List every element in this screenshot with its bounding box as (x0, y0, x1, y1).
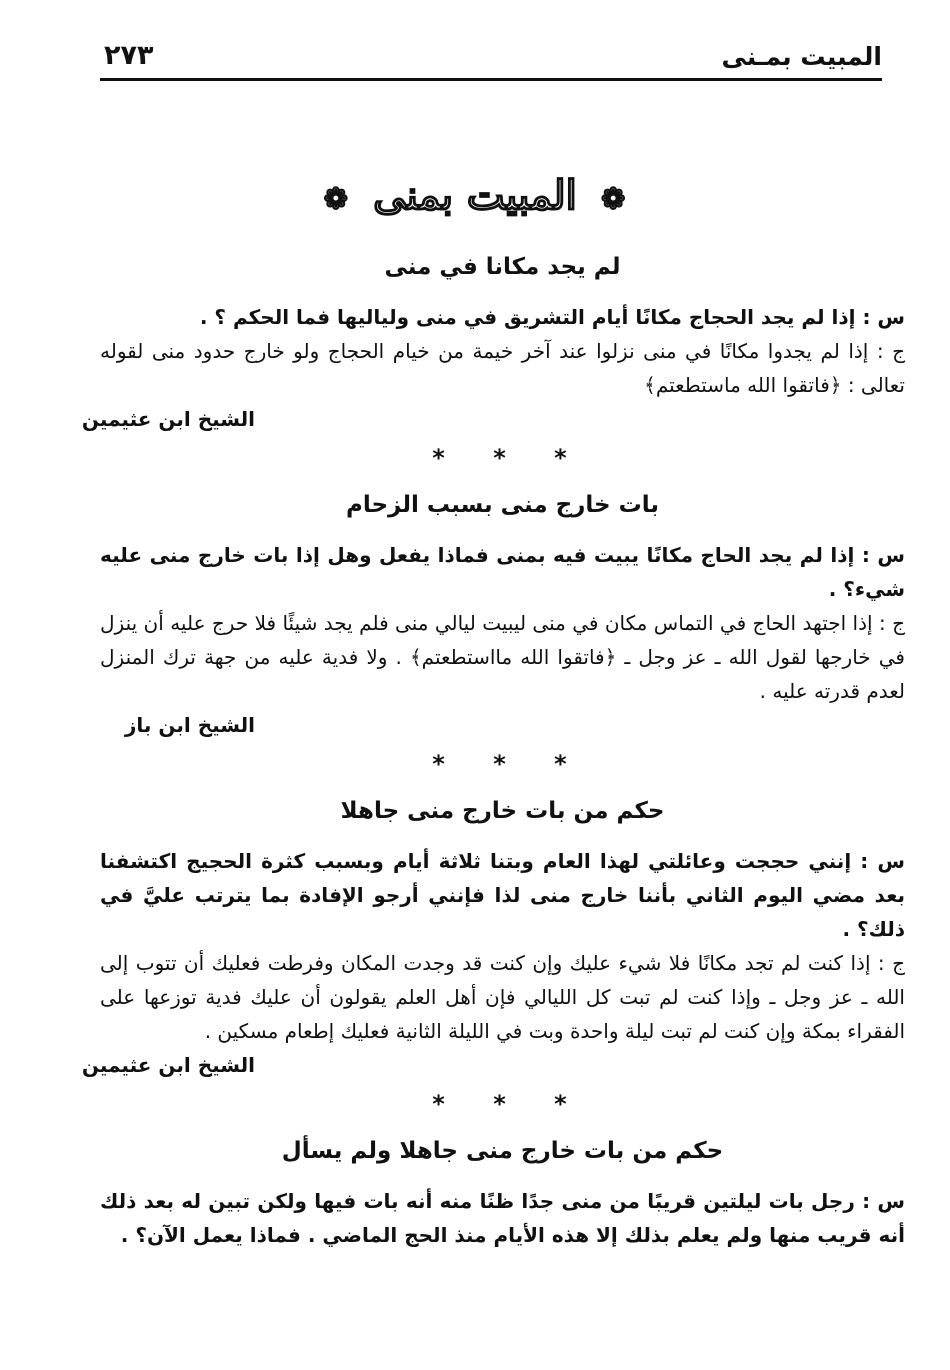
section-separator (100, 742, 905, 786)
separator-star-icon: * (554, 1090, 573, 1118)
ornament-icon: ❁ (600, 181, 627, 217)
separator-star-icon: * (493, 750, 512, 778)
fatwa-signature: الشيخ ابن عثيمين (81, 407, 255, 431)
answer-text: ج : إذا اجتهد الحاج في التماس مكان في منى ليبيت ليالي منى فلم يجد شيئًا فلا حرج عليه أن ينزل في خارجها لقول الله ـ عز وجل ـ ﴿فاتقوا الله مااستطعتم﴾ . ولا فدية عليه من جهة ترك المنزل لعدم قدرته عليه . (100, 611, 905, 703)
section-heading: لم يجد مكانا في منى (384, 254, 621, 280)
fatwa-signature: الشيخ ابن عثيمين (81, 1053, 255, 1077)
separator-star-icon: * (493, 444, 512, 472)
separator-star-icon: * (432, 1090, 451, 1118)
page-number: ٢٧٣ (104, 40, 154, 71)
section-heading: بات خارج منى بسبب الزحام (345, 492, 659, 518)
section-separator (100, 1082, 905, 1126)
answer-text: ج : إذا كنت لم تجد مكانًا فلا شيء عليك وإن كنت قد وجدت المكان وفرطت فعليك أن تتوب إلى الله ـ عز وجل ـ وإذا كنت لم تبت كل الليالي فإن أهل العلم يقولون أن عليك فدية توزعها على الفقراء بمكة وإن كنت لم تبت ليلة واحدة وبت في الليلة الثانية فعليك إطعام مسكين . (100, 951, 905, 1043)
separator-star-icon: * (432, 750, 451, 778)
page-content (81, 250, 905, 1252)
separator-star-icon: * (493, 1090, 512, 1118)
chapter-title (0, 172, 950, 219)
question-text: س : إذا لم يجد الحاج مكانًا يبيت فيه بمنى فماذا يفعل وهل إذا بات خارج منى عليه شيء؟ . (100, 543, 905, 601)
separator-star-icon: * (554, 444, 573, 472)
running-header (100, 38, 882, 81)
separator-star-icon: * (554, 750, 573, 778)
question-text: س : إذا لم يجد الحجاج مكانًا أيام التشريق في منى ولياليها فما الحكم ؟ . (199, 305, 905, 329)
question-text: س : إنني حججت وعائلتي لهذا العام وبتنا ثلاثة أيام وبسبب كثرة الحجيج اكتشفنا بعد مضي اليوم الثاني بأننا خارج منى لذا فإنني أرجو الإفادة بما يترتب عليَّ في ذلك؟ . (100, 849, 905, 941)
section-separator (100, 436, 905, 480)
section-heading: حكم من بات خارج منى جاهلا ولم يسأل (281, 1138, 724, 1164)
running-header-title: المبيت بمـنى (721, 42, 882, 71)
section-heading: حكم من بات خارج منى جاهلا (340, 798, 665, 824)
fatwa-signature: الشيخ ابن باز (124, 713, 255, 737)
chapter-title-text: المبيت بمنى (373, 172, 577, 219)
separator-star-icon: * (432, 444, 451, 472)
ornament-icon: ❁ (323, 181, 350, 217)
answer-text: ج : إذا لم يجدوا مكانًا في منى نزلوا عند آخر خيمة من خيام الحجاج ولو خارج حدود منى لقوله تعالى : ﴿فاتقوا الله ماستطعتم﴾ (100, 339, 905, 397)
question-text: س : رجل بات ليلتين قريبًا من منى جدًا ظنًا منه أنه بات فيها ولكن تبين له بعد ذلك أنه قريب منها ولم يعلم بذلك إلا هذه الأيام منذ الحج الماضي . فماذا يعمل الآن؟ . (100, 1189, 905, 1247)
